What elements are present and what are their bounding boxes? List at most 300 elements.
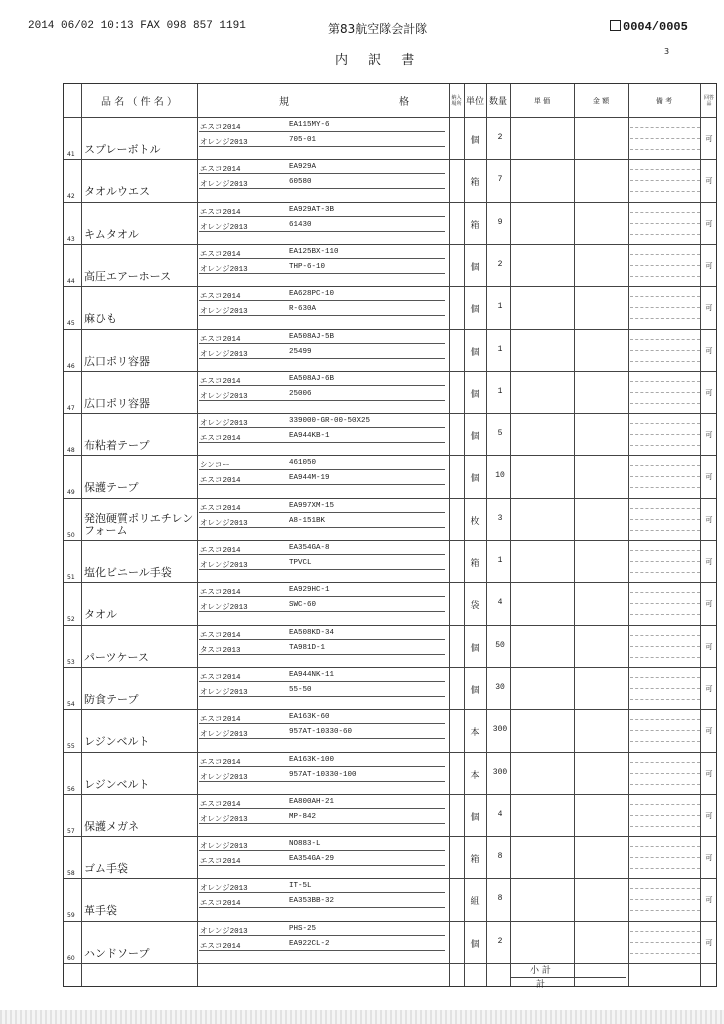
quantity: 4 <box>497 809 503 819</box>
spec-underline <box>199 146 445 147</box>
spec-underline <box>199 315 445 316</box>
spec-maker: エスコ2014 <box>200 900 241 909</box>
spec-maker: エスコ2014 <box>200 250 241 259</box>
spec-code: TPVCL <box>289 559 312 567</box>
spec-code: 957AT-10330-60 <box>289 728 353 737</box>
header-spec-1: 規 <box>279 97 289 108</box>
spec-line <box>197 457 449 471</box>
spec-line <box>197 261 449 275</box>
remarks-guide-line <box>630 635 700 636</box>
table-row <box>64 836 718 879</box>
remarks-guide-line <box>630 191 700 192</box>
spec-maker: エスコ2014 <box>200 589 241 598</box>
quantity: 8 <box>497 894 503 904</box>
row-number: 45 <box>67 320 75 328</box>
spec-line <box>197 811 449 825</box>
remarks-guide-line <box>630 465 700 466</box>
unit: 組 <box>470 897 480 908</box>
row-number: 43 <box>67 235 75 243</box>
remarks-guide-line <box>630 530 700 531</box>
spec-line <box>197 388 449 402</box>
spec-underline <box>199 427 445 428</box>
total-cell <box>510 977 574 989</box>
remarks-guide-line <box>630 572 700 573</box>
quantity: 1 <box>497 344 503 354</box>
availability: 可 <box>705 938 713 947</box>
item-name: レジンベルト <box>84 735 150 749</box>
spec-line <box>197 472 449 486</box>
spec-underline <box>199 273 445 274</box>
availability: 可 <box>705 473 713 482</box>
header-avail-1: 回答 <box>703 94 714 101</box>
row-number: 49 <box>67 489 75 497</box>
quantity: 5 <box>497 429 503 439</box>
header-unit: 単位 <box>465 97 484 107</box>
spec-code: THP-6-10 <box>289 262 326 271</box>
spec-maker: エスコ2014 <box>200 435 241 444</box>
spec-code: EA508KD-34 <box>289 628 335 637</box>
spec-code: EA508AJ-5B <box>289 332 335 341</box>
spec-line <box>197 430 449 444</box>
spec-underline <box>199 442 445 443</box>
remarks-guide-line <box>630 741 700 742</box>
spec-maker: オレンジ2013 <box>200 773 248 782</box>
spec-maker: エスコ2014 <box>200 716 241 725</box>
item-name: ゴム手袋 <box>84 862 128 876</box>
spec-maker: エスコ2014 <box>200 547 241 555</box>
remarks-guide-line <box>630 868 700 869</box>
spec-code: EA997XM-15 <box>289 501 335 510</box>
spec-maker: エスコ2014 <box>200 208 241 217</box>
remarks-guide-line <box>630 445 700 446</box>
remarks-guide-line <box>630 127 700 128</box>
spec-maker: エスコ2014 <box>200 293 241 302</box>
header-delivery-2: 場所 <box>451 100 462 107</box>
remarks-guide-line <box>630 826 700 827</box>
spec-maker: オレンジ2013 <box>200 350 248 359</box>
remarks-guide-line <box>630 350 700 351</box>
remarks-guide-line <box>630 931 700 932</box>
spec-underline <box>199 723 445 724</box>
spec-line <box>197 895 449 909</box>
page-number: 3 <box>664 47 670 56</box>
item-name: 保護テープ <box>84 481 139 495</box>
spec-underline <box>199 935 445 936</box>
availability: 可 <box>705 727 713 736</box>
spec-line <box>197 669 449 683</box>
spec-maker: エスコ2014 <box>200 758 241 767</box>
remarks-guide-line <box>630 815 700 816</box>
fax-page-counter <box>610 20 688 34</box>
remarks-guide-line <box>630 423 700 424</box>
spec-underline <box>199 173 445 174</box>
quantity: 1 <box>497 556 503 565</box>
spec-code: 339000-GR-00-50X25 <box>289 417 371 426</box>
availability: 可 <box>705 811 713 820</box>
spec-code: 25006 <box>289 389 312 398</box>
spec-underline <box>199 188 445 189</box>
spec-underline <box>199 569 445 570</box>
spec-maker: エスコ2014 <box>200 631 241 640</box>
spec-code: 957AT-10330-100 <box>289 770 357 779</box>
spec-underline <box>199 850 445 851</box>
quantity: 7 <box>497 175 503 185</box>
availability: 可 <box>705 558 713 566</box>
remarks-guide-line <box>630 149 700 150</box>
spec-maker: オレンジ2013 <box>200 308 248 317</box>
spec-maker: エスコ2014 <box>200 800 241 809</box>
item-name: 塩化ビニール手袋 <box>84 566 172 579</box>
row-number: 41 <box>67 151 75 158</box>
item-name: パーツケース <box>84 650 149 664</box>
remarks-guide-line <box>630 888 700 889</box>
table-row <box>64 286 718 329</box>
row-number: 59 <box>67 912 75 920</box>
spec-line <box>197 303 449 317</box>
spec-underline <box>199 300 445 301</box>
remarks-guide-line <box>630 265 700 266</box>
unit: 箱 <box>470 559 480 569</box>
spec-code: EA944NK-11 <box>289 670 335 679</box>
spec-maker: オレンジ2013 <box>200 181 248 190</box>
total-label: 計 <box>536 980 546 990</box>
spec-underline <box>199 385 445 386</box>
item-name: 広口ポリ容器 <box>84 396 150 410</box>
remarks-guide-line <box>630 677 700 678</box>
availability: 可 <box>705 600 713 609</box>
scan-noise-strip <box>0 1010 724 1024</box>
spec-maker: オレンジ2013 <box>200 885 248 894</box>
remarks-guide-line <box>630 784 700 785</box>
spec-maker: オレンジ2013 <box>200 562 248 570</box>
remarks-guide-line <box>630 646 700 647</box>
table-row <box>64 794 718 837</box>
unit: 個 <box>470 136 480 146</box>
spec-code: 60580 <box>289 178 312 187</box>
spec-code: EA800AH-21 <box>289 797 335 806</box>
unit: 箱 <box>470 855 480 866</box>
row-number: 47 <box>67 404 75 412</box>
availability: 可 <box>705 896 713 905</box>
spec-underline <box>199 343 445 344</box>
row-divider <box>64 963 716 964</box>
remarks-guide-line <box>630 307 700 308</box>
spec-code: EA628PC-10 <box>289 290 335 299</box>
header-remarks: 備 考 <box>655 96 673 105</box>
subtotal-label: 小 計 <box>530 966 551 976</box>
spec-code: EA163K-100 <box>289 755 335 764</box>
remarks-guide-line <box>630 361 700 362</box>
spec-underline <box>199 358 445 359</box>
spec-underline <box>199 527 445 528</box>
spec-underline <box>199 554 445 555</box>
spec-code: EA163K-60 <box>289 713 330 722</box>
spec-line <box>197 684 449 698</box>
availability: 可 <box>705 219 713 228</box>
spec-maker: エスコ2014 <box>200 377 241 386</box>
remarks-guide-line <box>630 254 700 255</box>
remarks-guide-line <box>630 508 700 509</box>
remarks-guide-line <box>630 857 700 858</box>
unit: 個 <box>470 389 480 400</box>
table-row <box>64 455 718 498</box>
spec-underline <box>199 484 445 485</box>
remarks-guide-line <box>630 699 700 700</box>
unit: 個 <box>470 432 480 443</box>
fax-page-icon <box>610 20 621 31</box>
remarks-guide-line <box>630 942 700 943</box>
remarks-guide-line <box>630 592 700 593</box>
spec-line <box>197 557 449 571</box>
availability: 可 <box>705 769 713 778</box>
availability: 可 <box>705 261 713 270</box>
spec-code: IT-5L <box>289 882 312 891</box>
row-number: 60 <box>67 954 75 962</box>
unit: 個 <box>470 939 480 950</box>
spec-maker: エスコ2014 <box>200 477 241 486</box>
header-amount: 金 額 <box>592 96 610 105</box>
spec-line <box>197 726 449 740</box>
quantity: 50 <box>495 640 505 650</box>
breakdown-table <box>63 83 717 990</box>
remarks-guide-line <box>630 603 700 604</box>
remarks-guide-line <box>630 846 700 847</box>
remarks-guide-line <box>630 138 700 139</box>
spec-maker: エスコ2014 <box>200 673 241 682</box>
item-name: タオルウエス <box>84 185 150 199</box>
unit: 個 <box>470 262 480 273</box>
spec-code: A8-151BK <box>289 516 326 525</box>
quantity: 30 <box>495 682 505 692</box>
row-number: 57 <box>67 827 75 835</box>
spec-line <box>197 204 449 218</box>
remarks-guide-line <box>630 953 700 954</box>
spec-code: EA944KB-1 <box>289 432 330 441</box>
spec-line <box>197 542 449 556</box>
spec-line <box>197 515 449 529</box>
item-name: 広口ポリ容器 <box>84 354 150 368</box>
remarks-guide-line <box>630 550 700 551</box>
header-spec-2: 格 <box>399 97 409 108</box>
spec-maker: オレンジ2013 <box>200 420 248 429</box>
spec-code: NO883-L <box>289 840 321 849</box>
row-number: 56 <box>67 785 75 793</box>
row-number: 50 <box>67 531 75 539</box>
unit: 箱 <box>470 220 480 231</box>
remarks-guide-line <box>630 762 700 763</box>
spec-underline <box>199 512 445 513</box>
remarks-guide-line <box>630 392 700 393</box>
availability: 可 <box>705 135 713 143</box>
row-number: 42 <box>67 193 75 201</box>
spec-line <box>197 627 449 641</box>
spec-underline <box>199 639 445 640</box>
item-name: タオル <box>84 608 117 622</box>
spec-underline <box>199 400 445 401</box>
unit: 個 <box>470 305 480 316</box>
quantity: 4 <box>497 598 503 608</box>
availability: 可 <box>705 642 713 651</box>
spec-maker: オレンジ2013 <box>200 927 248 936</box>
remarks-guide-line <box>630 212 700 213</box>
header-avail-2: 品 <box>706 100 712 107</box>
availability: 可 <box>705 388 713 397</box>
fax-sender-name: 第83航空隊会計隊 <box>328 22 428 36</box>
spec-maker: オレンジ2013 <box>200 519 248 528</box>
spec-maker: エスコ2014 <box>200 124 241 132</box>
remarks-guide-line <box>630 276 700 277</box>
spec-line <box>197 584 449 598</box>
spec-code: EA353BB-32 <box>289 897 335 906</box>
spec-code: EA944M-19 <box>289 474 330 483</box>
spec-line <box>197 415 449 429</box>
spec-code: SWC-60 <box>289 601 317 610</box>
spec-maker: エスコ2014 <box>200 942 241 951</box>
quantity: 2 <box>497 133 503 142</box>
spec-maker: オレンジ2013 <box>200 688 248 697</box>
spec-underline <box>199 950 445 951</box>
remarks-guide-line <box>630 296 700 297</box>
spec-maker: タスコ2013 <box>200 646 241 655</box>
spec-code: EA922CL-2 <box>289 939 330 948</box>
header-delivery-1: 納入 <box>451 94 462 101</box>
spec-maker: オレンジ2013 <box>200 815 248 824</box>
spec-line <box>197 161 449 175</box>
remarks-guide-line <box>630 434 700 435</box>
row-number: 52 <box>67 616 75 624</box>
spec-code: EA929AT-3B <box>289 205 335 214</box>
table-row <box>64 244 718 287</box>
spec-underline <box>199 766 445 767</box>
table-row <box>64 159 718 202</box>
spec-maker: オレンジ2013 <box>200 223 248 232</box>
quantity: 10 <box>495 471 505 481</box>
spec-line <box>197 219 449 233</box>
item-name: スプレーボトル <box>84 143 161 156</box>
remarks-guide-line <box>630 476 700 477</box>
table-row <box>64 413 718 456</box>
spec-code: R-630A <box>289 305 317 314</box>
table-row <box>64 540 718 583</box>
remarks-guide-line <box>630 688 700 689</box>
availability: 可 <box>705 304 713 313</box>
row-number: 53 <box>67 658 75 666</box>
spec-code: 61430 <box>289 220 312 229</box>
spec-code: 461050 <box>289 459 317 468</box>
spec-code: EA115MY-6 <box>289 121 330 129</box>
spec-maker: オレンジ2013 <box>200 843 248 852</box>
quantity: 300 <box>492 725 508 735</box>
quantity: 1 <box>497 302 503 312</box>
spec-line <box>197 938 449 952</box>
spec-code: TA981D-1 <box>289 643 326 652</box>
spec-code: EA929A <box>289 163 317 172</box>
quantity: 300 <box>492 767 508 777</box>
spec-code: EA929HC-1 <box>289 586 330 595</box>
spec-underline <box>199 216 445 217</box>
header-quantity: 数量 <box>488 97 507 107</box>
availability: 可 <box>705 346 713 355</box>
remarks-guide-line <box>630 234 700 235</box>
spec-underline <box>199 258 445 259</box>
spec-underline <box>199 681 445 682</box>
remarks-guide-line <box>630 169 700 170</box>
item-name: 防食テープ <box>84 692 139 706</box>
quantity: 3 <box>497 513 503 523</box>
spec-underline <box>199 808 445 809</box>
spec-line <box>197 923 449 937</box>
spec-line <box>197 642 449 656</box>
remarks-guide-line <box>630 730 700 731</box>
remarks-guide-line <box>630 180 700 181</box>
header-item-name: 品 名 （ 件 名 ） <box>101 97 177 108</box>
unit: 本 <box>470 770 480 781</box>
table-row <box>64 752 718 795</box>
spec-line <box>197 769 449 783</box>
table-row <box>64 117 718 160</box>
row-number: 55 <box>67 743 75 751</box>
spec-line <box>197 754 449 768</box>
availability: 可 <box>705 515 713 524</box>
spec-underline <box>199 596 445 597</box>
spec-underline <box>199 654 445 655</box>
spec-line <box>197 500 449 514</box>
unit: 個 <box>470 685 480 696</box>
remarks-guide-line <box>630 519 700 520</box>
fax-header <box>0 20 724 36</box>
row-number: 44 <box>67 277 75 285</box>
table-row <box>64 371 718 414</box>
unit: 本 <box>470 728 480 739</box>
remarks-guide-line <box>630 561 700 562</box>
row-number: 48 <box>67 447 75 455</box>
remarks-guide-line <box>630 719 700 720</box>
item-name: ハンドソープ <box>84 946 150 960</box>
spec-line <box>197 853 449 867</box>
remarks-guide-line <box>630 899 700 900</box>
unit: 個 <box>470 643 480 654</box>
header-unit-price: 単 価 <box>533 96 551 105</box>
spec-line <box>197 176 449 190</box>
spec-maker: エスコ2014 <box>200 166 241 175</box>
spec-code: MP-842 <box>289 812 317 821</box>
remarks-guide-line <box>630 381 700 382</box>
fax-transmission-info: 2014 06/02 10:13 FAX 098 857 1191 <box>28 20 246 32</box>
spec-maker: オレンジ2013 <box>200 731 248 740</box>
table-row <box>64 625 718 668</box>
spec-maker: オレンジ2013 <box>200 604 248 613</box>
unit: 枚 <box>470 516 480 527</box>
row-number: 58 <box>67 870 75 878</box>
unit: 個 <box>470 347 480 358</box>
subtotal-cell <box>510 963 574 975</box>
spec-underline <box>199 892 445 893</box>
remarks-guide-line <box>630 804 700 805</box>
spec-maker: シンコー <box>200 462 230 471</box>
spec-line <box>197 346 449 360</box>
table-row <box>64 667 718 710</box>
row-number: 54 <box>67 700 75 708</box>
spec-underline <box>199 469 445 470</box>
remarks-guide-line <box>630 223 700 224</box>
remarks-guide-line <box>630 339 700 340</box>
spec-underline <box>199 781 445 782</box>
spec-maker: エスコ2014 <box>200 335 241 344</box>
quantity: 9 <box>497 217 503 227</box>
spec-maker: オレンジ2013 <box>200 265 248 274</box>
remarks-guide-line <box>630 487 700 488</box>
table-row <box>64 709 718 752</box>
